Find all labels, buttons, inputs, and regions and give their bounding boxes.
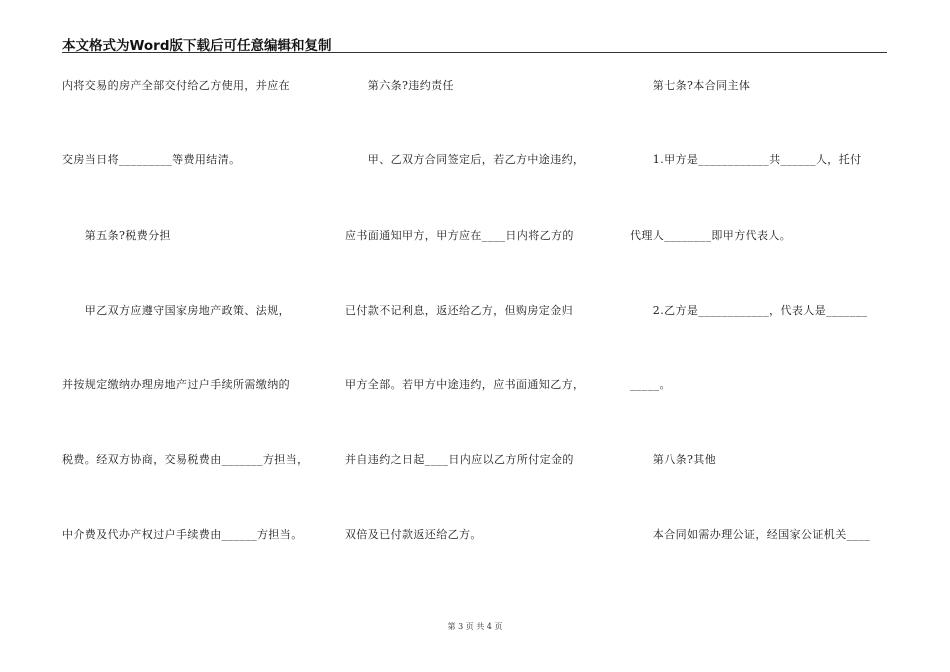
text-column-3 xyxy=(630,0,888,672)
section-heading: 第六条?违约责任 xyxy=(345,79,454,92)
paragraph-line: 内将交易的房产全部交付给乙方使用，并应在 xyxy=(62,79,290,92)
page-number-footer: 第 3 页 共 4 页 xyxy=(447,622,503,631)
paragraph-line: 甲、乙双方合同签定后，若乙方中途违约， xyxy=(345,153,585,166)
paragraph-line: 税费。经双方协商，交易税费由_______方担当， xyxy=(62,453,309,466)
paragraph-line: 2.乙方是____________，代表人是_______ xyxy=(630,304,868,317)
paragraph-line: 甲方全部。若甲方中途违约，应书面通知乙方， xyxy=(345,378,585,391)
text-column-1 xyxy=(62,0,332,672)
paragraph-line: 中介费及代办产权过户手续费由______方担当。 xyxy=(62,528,303,541)
text-column-2 xyxy=(345,0,615,672)
paragraph-line: 并自违约之日起____日内应以乙方所付定金的 xyxy=(345,453,574,466)
section-heading: 第五条?税费分担 xyxy=(62,229,171,242)
paragraph-line: 已付款不记利息，返还给乙方，但购房定金归 xyxy=(345,304,573,317)
paragraph-line: 应书面通知甲方，甲方应在____日内将乙方的 xyxy=(345,229,574,242)
document-header-title: 本文格式为Word版下载后可任意编辑和复制 xyxy=(62,38,332,54)
paragraph-line: 1.甲方是____________共______人，托付 xyxy=(630,153,862,166)
paragraph-line: _____。 xyxy=(630,378,671,391)
paragraph-line: 甲乙双方应遵守国家房地产政策、法规， xyxy=(62,304,290,317)
paragraph-line: 本合同如需办理公证，经国家公证机关____ xyxy=(630,528,871,541)
paragraph-line: 并按规定缴纳办理房地产过户手续所需缴纳的 xyxy=(62,378,290,391)
section-heading: 第八条?其他 xyxy=(630,453,717,466)
paragraph-line: 代理人________即甲方代表人。 xyxy=(630,229,792,242)
paragraph-line: 交房当日将_________等费用结清。 xyxy=(62,153,241,166)
paragraph-line: 双倍及已付款返还给乙方。 xyxy=(345,528,482,541)
section-heading: 第七条?本合同主体 xyxy=(630,79,751,92)
